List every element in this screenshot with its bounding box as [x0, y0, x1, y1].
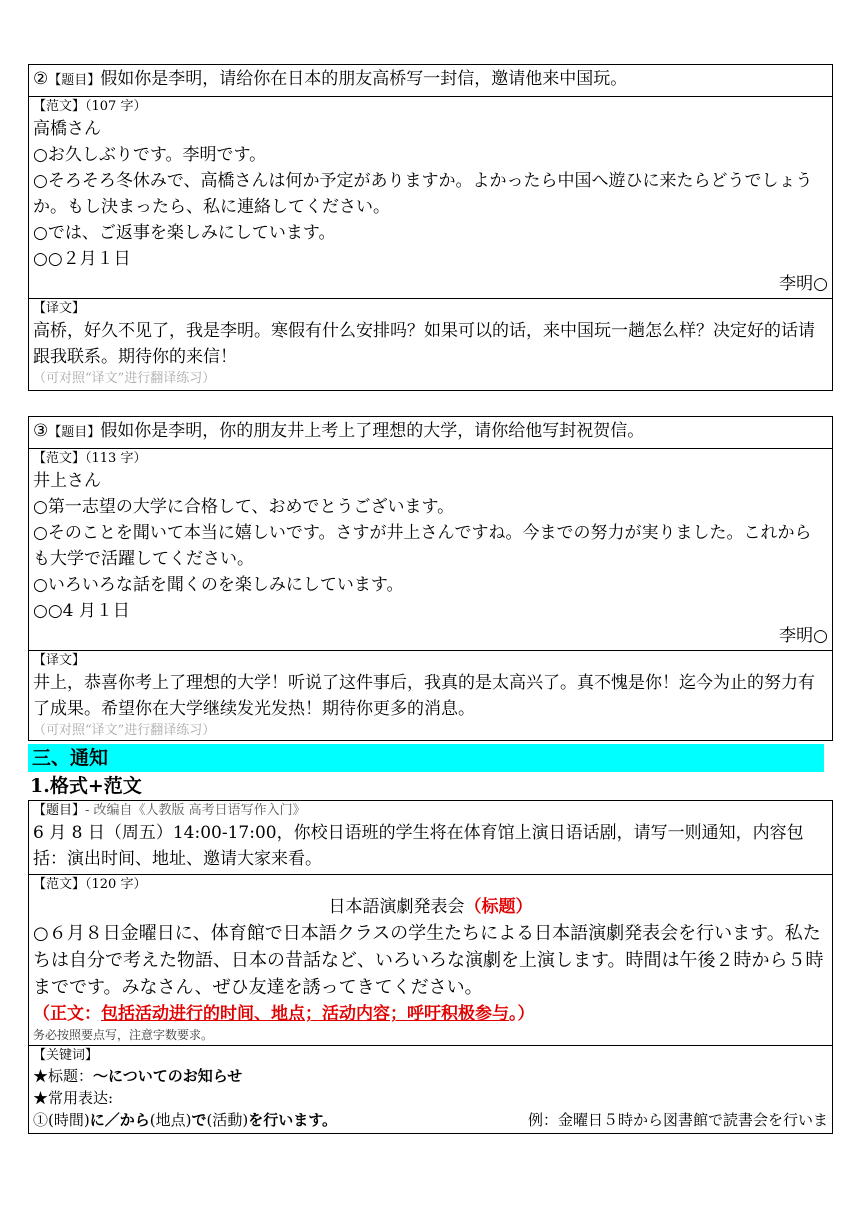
expression-pattern	[33, 1109, 337, 1131]
notice-model	[29, 874, 832, 1045]
expression-example: 例：金曜日５時から図書館で読書会を行いま	[527, 1111, 828, 1129]
translation-label: 【译文】	[33, 301, 86, 316]
page	[28, 64, 833, 1134]
model-line: 高橋さん	[33, 119, 101, 139]
practice-note: （可对照“译文”进行翻译练习）	[33, 371, 216, 386]
model-label: 【范文】	[33, 877, 86, 892]
model-line: ○いろいろな話を聞くのを楽しみにしています。	[33, 575, 404, 595]
letter-2-box	[28, 64, 833, 391]
body-requirement	[33, 1001, 828, 1027]
model-line: ○○4 月１日	[33, 601, 130, 621]
model-line: 井上さん	[33, 471, 101, 491]
keyword-title-text: ～についてのお知らせ	[93, 1067, 243, 1085]
keyword-common: ★常用表达:	[33, 1089, 114, 1107]
model-line: ○○２月１日	[33, 249, 131, 269]
pattern-particle-2: で	[191, 1111, 207, 1129]
pattern-place: (地点)	[149, 1111, 192, 1129]
requirement-points: 包括活动进行的时间、地点；活动内容；呼吁积极参与	[101, 1004, 509, 1024]
model-line: ○そろそろ冬休みで、高橋さんは何か予定がありますか。よかったら中国へ遊ひに来たらどうでしょうか。もし決まったら、私に連絡してください。	[33, 171, 813, 217]
section-subheading: 1.格式+范文	[30, 775, 142, 797]
topic-label: 【题目】	[33, 803, 86, 818]
topic-number: ③	[33, 421, 49, 441]
topic-number: ②	[33, 69, 49, 89]
pattern-particle-1: に／から	[89, 1111, 150, 1129]
keyword-title-prefix: ★标题：	[33, 1067, 94, 1085]
translation-label: 【译文】	[33, 653, 86, 668]
notice-keywords	[29, 1045, 832, 1133]
translation-text: 高桥，好久不见了，我是李明。寒假有什么安排吗？如果可以的话，来中国玩一趟怎么样？决定好的话请跟我联系。期待你的来信！	[33, 321, 815, 367]
notice-body: ○６月８日金曜日に、体育館で日本語クラスの学生たちによる日本語演劇発表会を行います。私たちは自分で考えた物語、日本の昔話など、いろいろな演劇を上演します。時間は午後２時から５時までです。みなさん、ぜひ友達を誘ってきてください。	[33, 923, 824, 998]
model-count: （107 字）	[85, 99, 147, 114]
notice-topic	[29, 801, 832, 874]
practice-note: （可对照“译文”进行翻译练习）	[33, 723, 216, 738]
topic-text: 假如你是李明，请给你在日本的朋友高桥写一封信，邀请他来中国玩。	[100, 69, 628, 89]
signature: 李明○	[779, 274, 828, 294]
letter-3-topic	[29, 417, 832, 448]
keyword-title	[33, 1065, 828, 1087]
pattern-activity: (活動)	[206, 1111, 249, 1129]
heading-tag: （标题）	[464, 897, 533, 917]
topic-text: 6 月 8 日（周五）14:00-17:00，你校日语班的学生将在体育馆上演日语话剧，请写一则通知，内容包括：演出时间、地址、邀请大家来看。	[33, 823, 804, 869]
requirement-suffix: 。）	[509, 1004, 535, 1024]
letter-2-translation	[29, 298, 832, 390]
model-count: （120 字）	[85, 877, 147, 892]
requirement-prefix: （正文：	[33, 1004, 101, 1024]
notice-title	[33, 894, 828, 920]
topic-source: - 改编自《人教版 高考日语写作入门》	[85, 803, 306, 818]
translation-text: 井上，恭喜你考上了理想的大学！听说了这件事后，我真的是太高兴了。真不愧是你！迄今为止的努力有了成果。希望你在大学继续发光发热！期待你更多的消息。	[33, 673, 815, 719]
model-count: （113 字）	[85, 451, 147, 466]
model-line: ○お久しぶりです。李明です。	[33, 145, 267, 165]
signature: 李明○	[779, 626, 828, 646]
letter-2-topic	[29, 65, 832, 96]
topic-label: 【题目】	[48, 73, 101, 88]
section-heading: 三、通知	[28, 744, 824, 772]
model-line: ○では、ご返事を楽しみにしています。	[33, 223, 336, 243]
model-label: 【范文】	[33, 451, 86, 466]
model-line: ○第一志望の大学に合格して、おめでとうございます。	[33, 497, 455, 517]
notice-box	[28, 800, 833, 1134]
topic-label: 【题目】	[48, 425, 101, 440]
keywords-label: 【关键词】	[33, 1048, 99, 1063]
letter-2-model	[29, 96, 832, 298]
letter-3-box	[28, 416, 833, 741]
expression-row	[33, 1109, 828, 1131]
pattern-time: (時間)	[48, 1111, 90, 1129]
model-line: ○そのことを聞いて本当に嬉しいです。さすが井上さんですね。今までの努力が実りました。これからも大学で活躍してください。	[33, 523, 812, 569]
notice-heading: 日本語演劇発表会	[328, 897, 465, 917]
topic-text: 假如你是李明，你的朋友井上考上了理想的大学，请你给他写封祝贺信。	[100, 421, 645, 441]
expression-number: ①	[33, 1111, 49, 1129]
letter-3-translation	[29, 650, 832, 740]
writing-note: 务必按照要点写，注意字数要求。	[33, 1028, 214, 1042]
model-label: 【范文】	[33, 99, 86, 114]
pattern-ending: を行います。	[248, 1111, 338, 1129]
letter-3-model	[29, 448, 832, 650]
